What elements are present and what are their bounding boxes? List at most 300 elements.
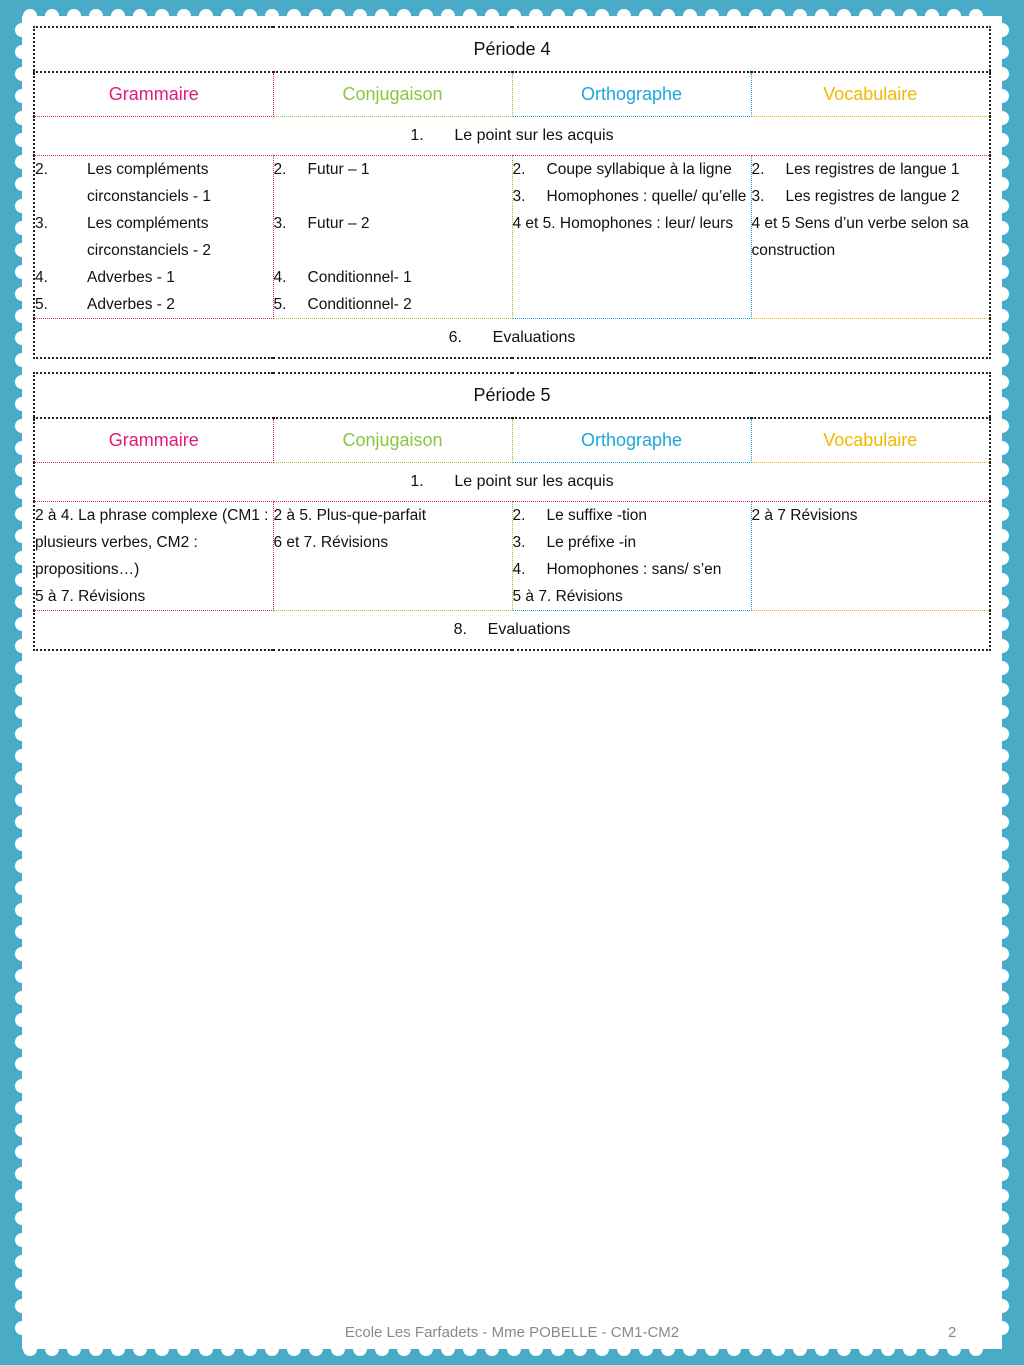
scallop [155, 9, 169, 23]
intro-text: Le point sur les acquis [454, 473, 614, 490]
scallop [837, 1342, 851, 1356]
scallop [419, 9, 433, 23]
scallop [15, 375, 29, 389]
scallop [15, 221, 29, 235]
scallop [287, 9, 301, 23]
p4-conjugaison-list [274, 156, 512, 318]
header-conjugaison: Conjugaison [273, 418, 512, 463]
list-item-text: Conditionnel- 1 [307, 269, 412, 286]
scallop [243, 9, 257, 23]
scallop [995, 639, 1009, 653]
list-item-number: 5. [35, 296, 48, 313]
scallop [375, 1342, 389, 1356]
list-item [752, 183, 990, 210]
scallop [507, 9, 521, 23]
scallop [881, 1342, 895, 1356]
scallop [925, 9, 939, 23]
scallop [133, 1342, 147, 1356]
list-item-number: 3. [273, 215, 287, 232]
scallop [639, 9, 653, 23]
scallop [15, 925, 29, 939]
scallop [995, 309, 1009, 323]
scallop [15, 1211, 29, 1225]
scallop [441, 1342, 455, 1356]
scallop [969, 1342, 983, 1356]
scallop [507, 1342, 521, 1356]
intro-number: 1. [410, 127, 424, 144]
header-orthographe: Orthographe [512, 72, 751, 117]
scallop [925, 1342, 939, 1356]
scallop [705, 9, 719, 23]
scallop [995, 177, 1009, 191]
scallop [995, 1079, 1009, 1093]
final-text: Evaluations [492, 329, 576, 346]
scallop [995, 881, 1009, 895]
list-item-number: 3. [512, 188, 526, 205]
list-item-text: Adverbes - 2 [87, 296, 175, 313]
scallop [995, 1057, 1009, 1071]
p5-conjugaison-lines [274, 502, 512, 556]
list-item-text: Le préfixe -in [546, 534, 637, 551]
scallop [995, 529, 1009, 543]
scallop [995, 749, 1009, 763]
scallop [15, 639, 29, 653]
scallop [995, 89, 1009, 103]
scallop [995, 221, 1009, 235]
scallop [995, 111, 1009, 125]
scallop [995, 595, 1009, 609]
list-item [274, 264, 512, 291]
scallop [995, 925, 1009, 939]
final-number: 8. [453, 621, 467, 638]
scallop [617, 9, 631, 23]
scallop [15, 705, 29, 719]
scallop [995, 551, 1009, 565]
list-item [513, 156, 751, 183]
scallop [265, 1342, 279, 1356]
scallop [859, 1342, 873, 1356]
list-item-number: 3. [751, 188, 765, 205]
scallop [331, 9, 345, 23]
scallop [111, 9, 125, 23]
scallop [815, 1342, 829, 1356]
scallop [793, 9, 807, 23]
header-grammaire: Grammaire [34, 72, 273, 117]
scallop [995, 1013, 1009, 1027]
header-orthographe: Orthographe [512, 418, 751, 463]
scallop [67, 9, 81, 23]
scallop [947, 9, 961, 23]
scallop [995, 859, 1009, 873]
list-item [274, 210, 512, 237]
list-item-number: 2. [273, 161, 287, 178]
scallop [15, 89, 29, 103]
scallop [353, 1342, 367, 1356]
scallop [15, 353, 29, 367]
list-item-text: Les compléments circonstanciels - 1 [87, 161, 212, 205]
scallop [15, 793, 29, 807]
list-item-number: 2. [512, 507, 526, 524]
list-item-number: 4. [512, 561, 526, 578]
scallop [995, 133, 1009, 147]
scallop [903, 9, 917, 23]
list-item [35, 156, 273, 210]
scallop [995, 199, 1009, 213]
list-item [752, 156, 990, 183]
scallop [573, 9, 587, 23]
scallop [23, 1342, 37, 1356]
list-item-text: Conditionnel- 2 [307, 296, 412, 313]
list-item-text: Les registres de langue 2 [785, 188, 960, 205]
scallop [837, 9, 851, 23]
scallop [15, 287, 29, 301]
scallop [15, 969, 29, 983]
scallop [995, 573, 1009, 587]
p5-grammaire-lines [35, 502, 273, 610]
scallop [265, 9, 279, 23]
period-5-final-row [34, 611, 990, 651]
scallop [529, 1342, 543, 1356]
scallop [969, 9, 983, 23]
scallop [15, 1255, 29, 1269]
scallop [639, 1342, 653, 1356]
scallop [793, 1342, 807, 1356]
period-4-intro-row [34, 117, 990, 156]
scallop [995, 1255, 1009, 1269]
scallop [15, 1277, 29, 1291]
scallop [15, 617, 29, 631]
scallop [15, 419, 29, 433]
scallop [995, 1189, 1009, 1203]
scallop [995, 397, 1009, 411]
scallop [15, 727, 29, 741]
scallop [15, 1123, 29, 1137]
scallop [15, 903, 29, 917]
list-item [35, 210, 273, 264]
scallop [353, 9, 367, 23]
scallop [15, 1057, 29, 1071]
scallop [15, 881, 29, 895]
p4-grammaire-list [35, 156, 273, 318]
scallop [995, 485, 1009, 499]
scallop [15, 1101, 29, 1115]
scallop [995, 331, 1009, 345]
scallop [15, 199, 29, 213]
scallop [15, 749, 29, 763]
scallop [441, 9, 455, 23]
p5-vocabulaire-cell [751, 502, 990, 611]
scallop [683, 1342, 697, 1356]
scallop [45, 1342, 59, 1356]
scallop [199, 1342, 213, 1356]
scallop [67, 1342, 81, 1356]
text-line: 2 à 7 Révisions [751, 507, 858, 524]
scallop [15, 397, 29, 411]
scallop [15, 595, 29, 609]
scallop [661, 1342, 675, 1356]
footer-text: Ecole Les Farfadets - Mme POBELLE - CM1-CM2 [344, 1324, 680, 1341]
page-number: 2 [948, 1324, 957, 1341]
scallop [397, 1342, 411, 1356]
header-grammaire: Grammaire [34, 418, 273, 463]
scallop [15, 573, 29, 587]
scallop [15, 771, 29, 785]
scallop [995, 353, 1009, 367]
final-text: Evaluations [487, 621, 571, 638]
scallop [15, 441, 29, 455]
scallop [15, 1013, 29, 1027]
period-4-table [33, 26, 991, 359]
scallop [15, 309, 29, 323]
scallop [995, 507, 1009, 521]
scallop [15, 1145, 29, 1159]
scallop [749, 1342, 763, 1356]
scallop [995, 617, 1009, 631]
scallop [15, 551, 29, 565]
list-item-text: Homophones : sans/ s’en [546, 561, 722, 578]
scallop [155, 1342, 169, 1356]
p4-orthographe-cell [512, 156, 751, 319]
list-item-text: Adverbes - 1 [87, 269, 175, 286]
scallop [309, 1342, 323, 1356]
text-line: 6 et 7. Révisions [273, 534, 389, 551]
scallop [595, 9, 609, 23]
scallop [661, 9, 675, 23]
list-item-number: 5. [273, 296, 287, 313]
scallop [111, 1342, 125, 1356]
scallop [287, 1342, 301, 1356]
scallop [199, 9, 213, 23]
scallop [727, 1342, 741, 1356]
scallop [995, 947, 1009, 961]
scallop [995, 1299, 1009, 1313]
p4-grammaire-cell [34, 156, 273, 319]
scallop [995, 815, 1009, 829]
scallop [15, 23, 29, 37]
scallop [771, 9, 785, 23]
scallop [375, 9, 389, 23]
scallop [419, 1342, 433, 1356]
p4-vocabulaire-extra: 4 et 5 Sens d’un verbe selon sa construction [751, 215, 969, 259]
scallop [177, 1342, 191, 1356]
scallop [995, 1145, 1009, 1159]
list-item-number: 3. [35, 215, 48, 232]
scallop [15, 243, 29, 257]
scallop [995, 1101, 1009, 1115]
intro-text: Le point sur les acquis [454, 127, 614, 144]
scallop [995, 375, 1009, 389]
scallop [15, 485, 29, 499]
final-number: 6. [448, 329, 462, 346]
scallop [15, 859, 29, 873]
scallop [15, 111, 29, 125]
list-item [274, 291, 512, 318]
p5-vocabulaire-lines [752, 502, 990, 529]
p5-orthographe-cell [512, 502, 751, 611]
scallop [995, 23, 1009, 37]
scallop [15, 45, 29, 59]
scallop [595, 1342, 609, 1356]
scallop [995, 1035, 1009, 1049]
p4-vocabulaire-cell [751, 156, 990, 319]
scallop [995, 661, 1009, 675]
list-item-number: 2. [35, 161, 48, 178]
text-line: 2 à 5. Plus-que-parfait [273, 507, 427, 524]
scallop [45, 9, 59, 23]
scallop [15, 507, 29, 521]
list-item-text: Futur – 1 [307, 161, 370, 178]
scallop [995, 1277, 1009, 1291]
scallop [397, 9, 411, 23]
scallop [15, 67, 29, 81]
list-item [35, 264, 273, 291]
scallop [995, 265, 1009, 279]
list-item-number: 2. [512, 161, 526, 178]
scallop [15, 991, 29, 1005]
scallop [617, 1342, 631, 1356]
scallop [551, 9, 565, 23]
scallop [995, 441, 1009, 455]
scallop [177, 9, 191, 23]
scallop [485, 1342, 499, 1356]
scallop [995, 991, 1009, 1005]
scallop [947, 1342, 961, 1356]
p4-conjugaison-cell [273, 156, 512, 319]
scallop [995, 771, 1009, 785]
scallop [15, 837, 29, 851]
scallop [15, 177, 29, 191]
list-item [513, 529, 751, 556]
scallop [15, 1233, 29, 1247]
scallop [331, 1342, 345, 1356]
text-line: 2 à 4. La phrase complexe (CM1 : plusieurs verbes, CM2 : propositions…) [35, 507, 269, 578]
p4-orthographe-extra: 4 et 5. Homophones : leur/ leurs [512, 215, 734, 232]
list-item-text: Coupe syllabique à la ligne [546, 161, 732, 178]
scallop [15, 155, 29, 169]
scallop [995, 727, 1009, 741]
scallop [995, 463, 1009, 477]
scallop [903, 1342, 917, 1356]
period-4-title: Période 4 [34, 27, 990, 72]
scallop [573, 1342, 587, 1356]
scallop [15, 947, 29, 961]
scallop [15, 331, 29, 345]
scallop [995, 903, 1009, 917]
header-conjugaison: Conjugaison [273, 72, 512, 117]
scallop [995, 1167, 1009, 1181]
period-5-intro-row [34, 463, 990, 502]
list-item [35, 291, 273, 318]
header-vocabulaire: Vocabulaire [751, 72, 990, 117]
scallop [995, 67, 1009, 81]
p4-vocabulaire-list [752, 156, 990, 210]
scallop [463, 9, 477, 23]
p5-conjugaison-cell [273, 502, 512, 611]
scallop [995, 705, 1009, 719]
scallop [771, 1342, 785, 1356]
list-item [513, 556, 751, 583]
scallop [551, 1342, 565, 1356]
list-item-text: Le suffixe -tion [546, 507, 648, 524]
scallop [15, 683, 29, 697]
list-item-number: 3. [512, 534, 526, 551]
scallop [15, 529, 29, 543]
list-item-text: Futur – 2 [307, 215, 370, 232]
period-5-title: Période 5 [34, 373, 990, 418]
scallop [15, 463, 29, 477]
scallop [221, 9, 235, 23]
list-item-number: 4. [273, 269, 287, 286]
scallop [995, 683, 1009, 697]
scallop [221, 1342, 235, 1356]
scallop [23, 9, 37, 23]
scallop [133, 9, 147, 23]
scallop [89, 1342, 103, 1356]
list-item-text: Les registres de langue 1 [785, 161, 960, 178]
scallop [485, 9, 499, 23]
scallop [881, 9, 895, 23]
scallop [89, 9, 103, 23]
scallop [749, 9, 763, 23]
scallop [15, 1035, 29, 1049]
scallop [15, 661, 29, 675]
scallop [995, 287, 1009, 301]
p4-orthographe-list [513, 156, 751, 210]
scallop [15, 1079, 29, 1093]
header-vocabulaire: Vocabulaire [751, 418, 990, 463]
scallop [15, 1299, 29, 1313]
scallop [243, 1342, 257, 1356]
scallop [15, 133, 29, 147]
scallop [529, 9, 543, 23]
scallop [995, 155, 1009, 169]
document-page [33, 26, 991, 664]
period-5-table [33, 372, 991, 651]
scallop [15, 815, 29, 829]
scallop [463, 1342, 477, 1356]
scallop [15, 1189, 29, 1203]
scallop [995, 1211, 1009, 1225]
scallop [995, 45, 1009, 59]
scallop [815, 9, 829, 23]
p5-orthographe-extra: 5 à 7. Révisions [512, 588, 623, 605]
list-item [513, 183, 751, 210]
p5-orthographe-list [513, 502, 751, 583]
list-item-number: 4. [35, 269, 48, 286]
scallop [15, 1167, 29, 1181]
scallop [859, 9, 873, 23]
list-item-number: 2. [751, 161, 765, 178]
scallop [705, 1342, 719, 1356]
p5-grammaire-cell [34, 502, 273, 611]
scallop [995, 419, 1009, 433]
scallop [995, 1123, 1009, 1137]
scallop [995, 837, 1009, 851]
scallop [995, 969, 1009, 983]
list-item [274, 156, 512, 183]
scallop [727, 9, 741, 23]
period-4-final-row [34, 319, 990, 359]
scallop [683, 9, 697, 23]
list-item-text: Les compléments circonstanciels - 2 [87, 215, 212, 259]
scallop [995, 793, 1009, 807]
text-line: 5 à 7. Révisions [35, 588, 146, 605]
list-item [513, 502, 751, 529]
scallop [995, 243, 1009, 257]
scallop [309, 9, 323, 23]
list-item-text: Homophones : quelle/ qu’elle [546, 188, 747, 205]
scallop [15, 265, 29, 279]
